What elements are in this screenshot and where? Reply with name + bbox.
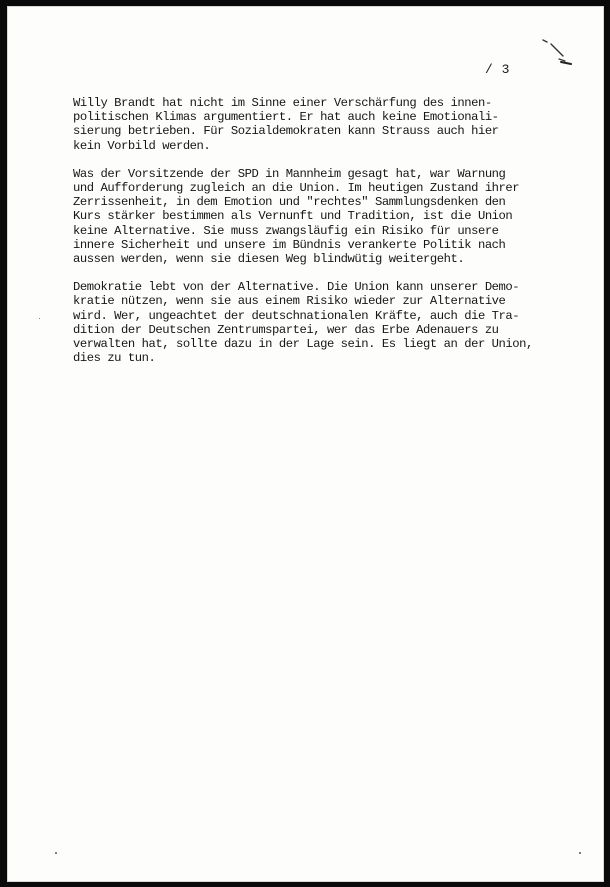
text-line: dies zu tun. [73,351,156,366]
text-line: politischen Klimas argumentiert. Er hat auch keine Emotionali- [73,110,499,125]
document-page [7,6,604,882]
text-line: dition der Deutschen Zentrumspartei, wer das Erbe Adenauers zu [73,322,499,337]
pen-mark-icon [537,34,577,74]
text-line: keine Alternative. Sie muss zwangsläufig ein Risiko für unsere [73,223,499,238]
scan-speck [579,852,581,854]
text-line: Was der Vorsitzende der SPD in Mannheim gesagt hat, war Warnung [73,166,506,181]
text-line: Willy Brandt hat nicht im Sinne einer Verschärfung des innen- [73,96,492,110]
paragraph [73,96,573,153]
page-number: / 3 [485,62,510,77]
text-line: Demokratie lebt von der Alternative. Die Union kann unserer Demo- [73,280,520,295]
text-line: und Aufforderung zugleich an die Union. Im heutigen Zustand ihrer [73,181,520,196]
text-line: aussen werden, wenn sie diesen Weg blindwütig weitergeht. [73,252,465,267]
text-line: Zerrissenheit, in dem Emotion und "rechtes" Sammlungsdenken den [73,195,506,210]
text-line: innere Sicherheit und unsere im Bündnis verankerte Politik nach [73,237,506,252]
scan-speck [55,852,57,854]
text-line: sierung betrieben. Für Sozialdemokraten kann Strauss auch hier [73,124,499,139]
paragraph [73,167,573,266]
scan-speck [39,318,40,319]
text-line: kratie nützen, wenn sie aus einem Risiko wieder zur Alternative [73,294,506,309]
paragraph [73,280,573,365]
letter-body [73,96,573,379]
text-line: kein Vorbild werden. [73,138,211,153]
text-line: wird. Wer, ungeachtet der deutschnationalen Kräfte, auch die Tra- [73,308,520,323]
text-line: Kurs stärker bestimmen als Vernunft und Tradition, ist die Union [73,209,513,224]
text-line: verwalten hat, sollte dazu in der Lage sein. Es liegt an der Union, [73,337,533,352]
